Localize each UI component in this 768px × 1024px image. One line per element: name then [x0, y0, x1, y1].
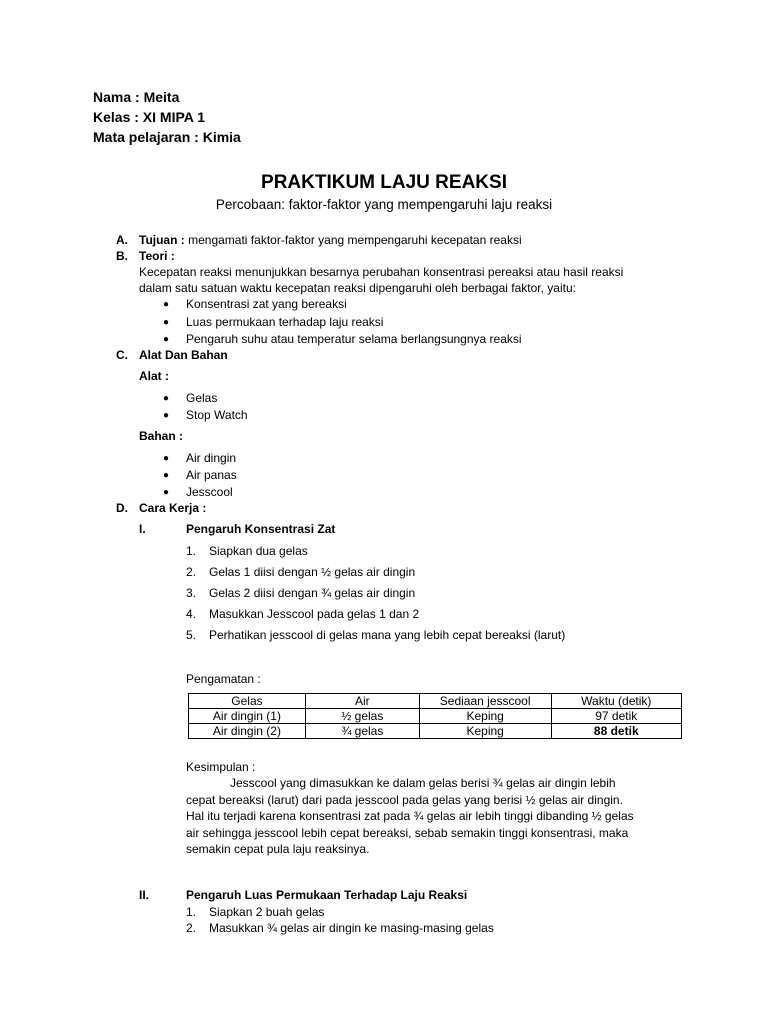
bullet-icon: ●	[163, 299, 170, 310]
page-subtitle: Percobaan: faktor-faktor yang mempengaruhi laju reaksi	[215, 197, 553, 212]
step-text: Masukkan ¾ gelas air dingin ke masing-masing gelas	[209, 921, 494, 935]
step-number: 3.	[186, 586, 197, 600]
section-d-marker: D.	[116, 501, 128, 515]
step-number: 2.	[186, 565, 197, 579]
step-text: Gelas 2 diisi dengan ¾ gelas air dingin	[209, 586, 416, 600]
conclusion-line: semakin cepat pula laju reaksinya.	[186, 842, 370, 856]
table-header-cell: Gelas	[189, 694, 306, 709]
section-a-text: mengamati faktor-faktor yang mempengaruhi kecepatan reaksi	[184, 233, 522, 247]
table-cell: ½ gelas	[305, 709, 419, 724]
table-row	[189, 709, 682, 724]
student-name: Nama : Meita	[93, 89, 180, 105]
step-number: 5.	[186, 628, 197, 642]
bullet-icon: ●	[163, 487, 170, 498]
step-number: 4.	[186, 607, 197, 621]
conclusion-line: Jesscool yang dimasukkan ke dalam gelas berisi ¾ gelas air dingin lebih	[230, 776, 616, 790]
conclusion-line: cepat bereaksi (larut) dari pada jesscool pada gelas yang berisi ½ gelas air dingin.	[186, 793, 623, 807]
bullet-icon: ●	[163, 453, 170, 464]
section-b-marker: B.	[116, 249, 128, 263]
step-text: Masukkan Jesscool pada gelas 1 dan 2	[209, 607, 420, 621]
theory-bullet-item: Luas permukaan terhadap laju reaksi	[186, 315, 384, 329]
section-a-line	[139, 232, 522, 248]
section-a-label: Tujuan :	[139, 233, 185, 247]
bahan-item: Air dingin	[186, 451, 237, 465]
observation-label: Pengamatan :	[186, 672, 261, 686]
theory-line-1: Kecepatan reaksi menunjukkan besarnya perubahan konsentrasi pereaksi atau hasil reaksi	[139, 265, 624, 279]
alat-label: Alat :	[139, 369, 169, 383]
section-c-marker: C.	[116, 348, 128, 362]
bullet-icon: ●	[163, 317, 170, 328]
step-text: Perhatikan jesscool di gelas mana yang lebih cepat bereaksi (larut)	[209, 628, 566, 642]
table-cell: Keping	[419, 724, 551, 739]
table-cell: Air dingin (1)	[189, 709, 306, 724]
part-2-heading: Pengaruh Luas Permukaan Terhadap Laju Reaksi	[186, 888, 468, 902]
theory-bullet-item: Konsentrasi zat yang bereaksi	[186, 297, 347, 311]
table-cell: Keping	[419, 709, 551, 724]
conclusion-line: air sehingga jesscool lebih cepat bereaksi, sebab semakin tinggi konsentrasi, maka	[186, 826, 629, 840]
table-header-cell: Air	[305, 694, 419, 709]
conclusion-line: Hal itu terjadi karena konsentrasi zat pada ¾ gelas air lebih tinggi dibanding ½ gelas	[186, 809, 634, 823]
section-a-marker: A.	[116, 233, 128, 247]
step-text: Siapkan 2 buah gelas	[209, 905, 325, 919]
table-cell: 97 detik	[551, 709, 681, 724]
subject-line: Mata pelajaran : Kimia	[93, 129, 241, 145]
theory-bullet-item: Pengaruh suhu atau temperatur selama berlangsungnya reaksi	[186, 332, 522, 346]
part-1-numeral: I.	[139, 522, 146, 536]
table-cell: ¾ gelas	[305, 724, 419, 739]
page-title: PRAKTIKUM LAJU REAKSI	[261, 172, 507, 193]
student-class: Kelas : XI MIPA 1	[93, 109, 206, 125]
table-header-cell: Waktu (detik)	[551, 694, 681, 709]
alat-item: Gelas	[186, 391, 218, 405]
bahan-item: Jesscool	[186, 485, 233, 499]
observation-table	[188, 693, 682, 739]
step-text: Gelas 1 diisi dengan ½ gelas air dingin	[209, 565, 416, 579]
bullet-icon: ●	[163, 470, 170, 481]
bullet-icon: ●	[163, 393, 170, 404]
table-row	[189, 724, 682, 739]
alat-item: Stop Watch	[186, 408, 248, 422]
conclusion-label: Kesimpulan :	[186, 760, 256, 774]
part-1-heading: Pengaruh Konsentrasi Zat	[186, 522, 336, 536]
step-number: 1.	[186, 544, 197, 558]
step-number: 2.	[186, 921, 197, 935]
step-number: 1.	[186, 905, 197, 919]
table-cell: Air dingin (2)	[189, 724, 306, 739]
theory-line-2: dalam satu satuan waktu kecepatan reaksi dipengaruhi oleh berbagai faktor, yaitu:	[139, 281, 576, 295]
part-2-numeral: II.	[139, 888, 150, 902]
table-header-row	[189, 694, 682, 709]
table-cell: 88 detik	[551, 724, 681, 739]
table-header-cell: Sediaan jesscool	[419, 694, 551, 709]
step-text: Siapkan dua gelas	[209, 544, 308, 558]
bahan-item: Air panas	[186, 468, 237, 482]
section-b-label: Teori :	[139, 249, 175, 263]
bullet-icon: ●	[163, 410, 170, 421]
section-c-label: Alat Dan Bahan	[139, 348, 228, 362]
bullet-icon: ●	[163, 334, 170, 345]
section-d-label: Cara Kerja :	[139, 501, 207, 515]
bahan-label: Bahan :	[139, 429, 184, 443]
